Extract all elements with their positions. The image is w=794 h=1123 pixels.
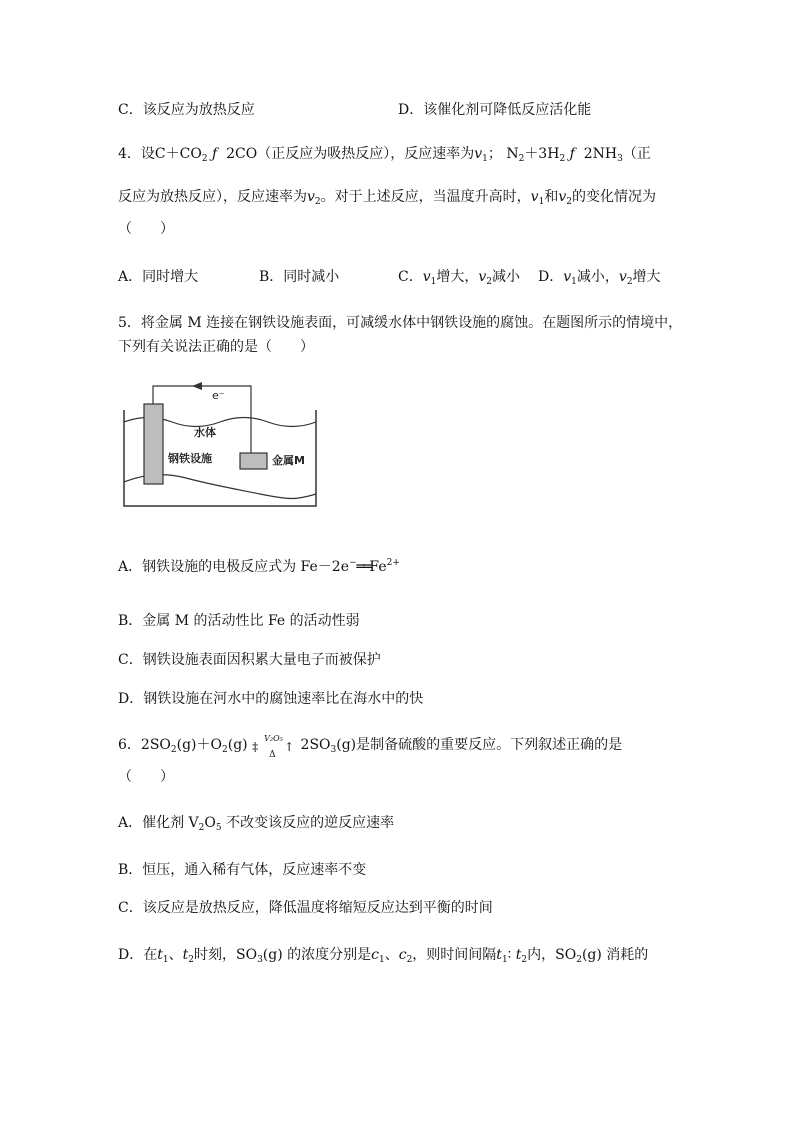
q4-option-b: B．同时减小 xyxy=(259,269,340,285)
water-label: 水体 xyxy=(194,426,216,439)
electron-label: e⁻ xyxy=(212,389,225,402)
q4-line1: 4．设$C+CO_2$ ƒ 2CO（正反应为吸热反应），反应速率为$v_1$； $N_2+3H_2$ ƒ $2NH_3$（正 xyxy=(118,146,651,164)
q5-line2: 下列有关说法正确的是（ ） xyxy=(118,339,314,355)
q6-stem: 6．$2SO_2(g)+O_2(g)$ ‡ V₂O₅ Δ ↑ $2SO_3(g)$是制备硫酸的重要反应。下列叙述正确的是 xyxy=(118,734,623,760)
q5-option-d: D．钢铁设施在河水中的腐蚀速率比在海水中的快 xyxy=(118,691,424,707)
q6-option-a: A．催化剂 $V_2O_5$ 不改变该反应的逆反应速率 xyxy=(118,815,395,833)
q4-r1-lhs: C＋CO xyxy=(154,146,202,162)
q4-note1: （正反应为吸热反应），反应速率为 xyxy=(257,146,475,162)
steel-facility xyxy=(144,404,163,484)
q4-answer-paren: （ ） xyxy=(118,221,174,237)
q4-option-c: C．$v_1$增大，$v_2$减小 xyxy=(398,269,521,287)
metal-m-label: 金属M xyxy=(272,454,305,467)
q4-r1-rhs: 2CO xyxy=(226,146,258,162)
q5-line1: 5．将金属 M 连接在钢铁设施表面，可减缓水体中钢铁设施的腐蚀。在题图所示的情境中， xyxy=(118,315,683,331)
q5-option-b: B．金属 M 的活动性比 Fe 的活动性弱 xyxy=(118,613,360,629)
q6-option-c: C．该反应是放热反应，降低温度将缩短反应达到平衡的时间 xyxy=(118,900,493,916)
equilibrium-arrow-glyph: ƒ xyxy=(569,146,575,162)
steel-facility-label: 钢铁设施 xyxy=(168,452,212,465)
q3-option-d: D．该催化剂可降低反应活化能 xyxy=(398,102,592,118)
q4-number: 4．设 xyxy=(118,146,155,162)
metal-m-block xyxy=(240,453,267,469)
catalyst-arrow: ‡ V₂O₅ Δ ↑ xyxy=(252,734,295,760)
corrosion-protection-diagram xyxy=(120,378,320,513)
electron-arrow-icon xyxy=(192,382,202,390)
q6-option-b: B．恒压，通入稀有气体，反应速率不变 xyxy=(118,862,367,878)
q6-answer-paren: （ ） xyxy=(118,769,174,785)
equilibrium-arrow-glyph: ƒ xyxy=(212,146,218,162)
q4-r2: $N_2+3H_2$ ƒ $2NH_3$ xyxy=(506,146,623,164)
q5-option-c: C．钢铁设施表面因积累大量电子而被保护 xyxy=(118,652,381,668)
q4-line2: 反应为放热反应），反应速率为$v_2$。对于上述反应，当温度升高时，$v_1$和$v_2$的变化情况为 xyxy=(118,189,656,207)
q5-option-a: A．钢铁设施的电极反应式为 $Fe-2e^-══Fe^{2+}$ xyxy=(118,558,400,575)
q4-option-a: A．同时增大 xyxy=(118,269,199,285)
q6-option-d: D．在$t_1$、$t_2$时刻，$SO_3(g)$ 的浓度分别是$c_1$、$c_2$，则时间间隔$t_1∶$ $t_2$内，$SO_2(g)$ 消耗的 xyxy=(118,947,649,965)
connecting-wire xyxy=(153,386,251,453)
q3-option-c: C．该反应为放热反应 xyxy=(118,102,255,118)
q4-option-d: D．$v_1$减小，$v_2$增大 xyxy=(538,269,661,287)
